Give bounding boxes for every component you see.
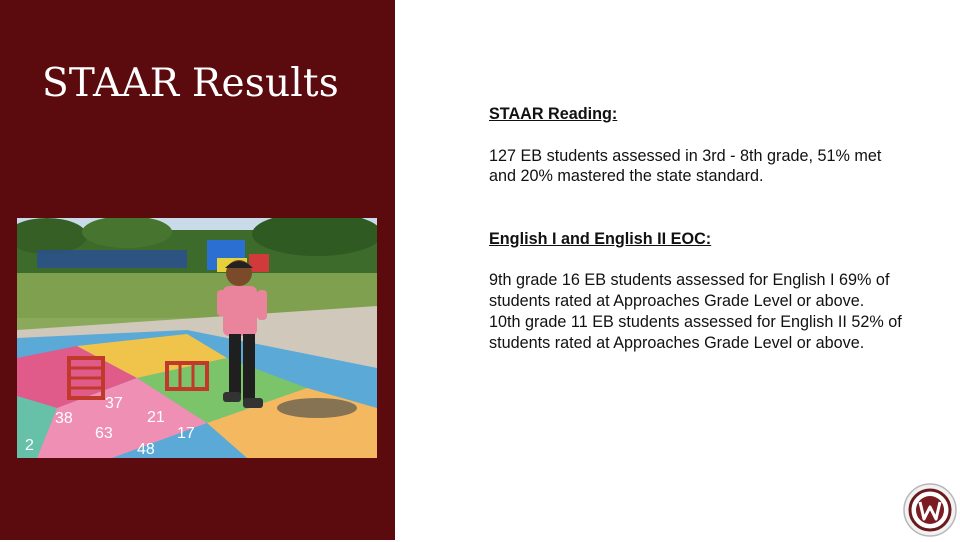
slide-title: STAAR Results — [42, 61, 340, 106]
board-number: 21 — [147, 409, 165, 426]
spacer — [489, 187, 909, 229]
staar-reading-heading: STAAR Reading: — [489, 105, 618, 123]
board-number: 38 — [55, 410, 73, 427]
results-content — [489, 104, 909, 354]
english-eoc-heading: English I and English II EOC: — [489, 229, 712, 248]
english-ii-text: 10th grade 11 EB students assessed for English II 52% of students rated at Approaches Grade Level or above. — [489, 312, 902, 352]
board-number: 17 — [177, 425, 195, 442]
spacer — [489, 250, 909, 271]
board-number: 37 — [105, 395, 123, 412]
board-number: 63 — [95, 425, 113, 442]
english-i-text: 9th grade 16 EB students assessed for English I 69% of students rated at Approaches Grade Level or above. — [489, 271, 890, 311]
board-number: 2 — [25, 437, 34, 454]
left-title-panel — [0, 0, 395, 540]
board-number: 48 — [137, 441, 155, 458]
district-seal-logo-icon — [903, 483, 957, 537]
spacer — [489, 125, 909, 146]
staar-reading-text: 127 EB students assessed in 3rd - 8th grade, 51% met and 20% mastered the state standard. — [489, 146, 882, 186]
playground-photo — [17, 218, 377, 458]
